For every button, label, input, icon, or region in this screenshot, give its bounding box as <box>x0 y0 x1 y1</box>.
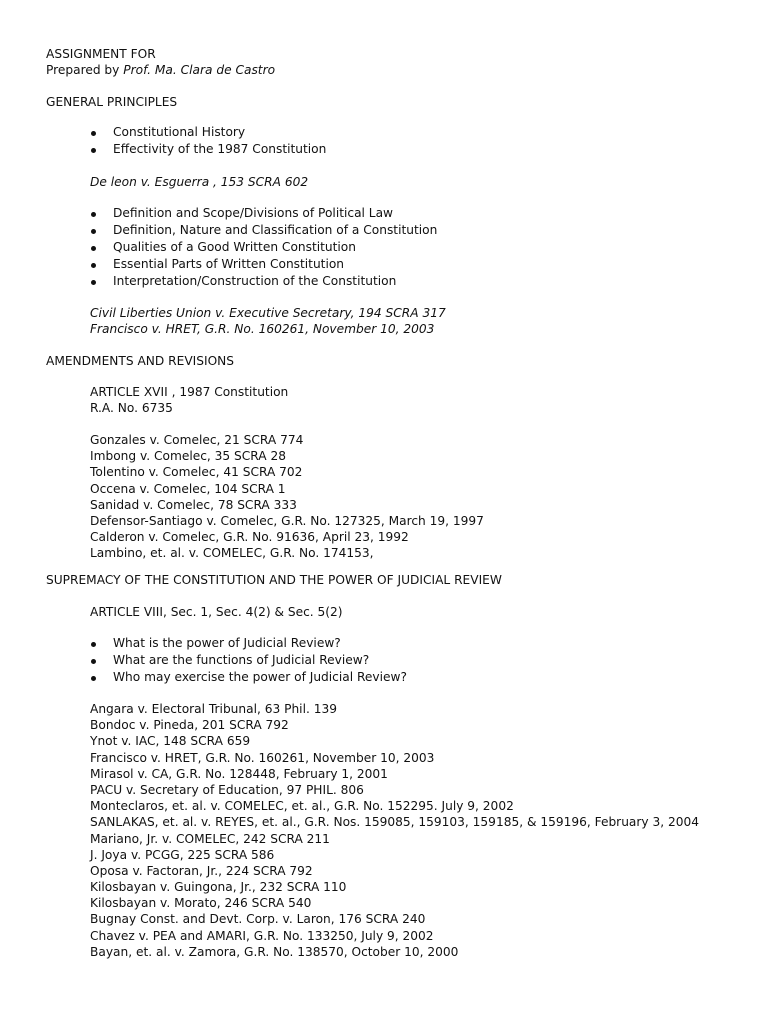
list-item: Interpretation/Construction of the Constitution <box>46 273 728 290</box>
list-item: Essential Parts of Written Constitution <box>46 256 728 273</box>
general-principles-cases-b <box>46 305 728 337</box>
list-item: What are the functions of Judicial Review? <box>46 652 728 669</box>
case-citation: Defensor-Santiago v. Comelec, G.R. No. 127325, March 19, 1997 <box>90 513 484 528</box>
prepared-by-line <box>46 62 728 78</box>
general-principles-case-a <box>46 174 728 190</box>
case-citation: Imbong v. Comelec, 35 SCRA 28 <box>90 449 286 464</box>
judicial-review-questions <box>46 635 728 686</box>
case-citation: Occena v. Comelec, 104 SCRA 1 <box>90 481 286 496</box>
supremacy-heading <box>46 572 728 588</box>
legal-reference: R.A. No. 6735 <box>90 401 173 416</box>
amendments-references <box>46 384 728 416</box>
case-citation: Chavez v. PEA and AMARI, G.R. No. 133250, July 9, 2002 <box>90 928 434 943</box>
list-item: Definition, Nature and Classification of a Constitution <box>46 222 728 239</box>
section-heading: SUPREMACY OF THE CONSTITUTION AND THE POWER OF JUDICIAL REVIEW <box>46 573 502 587</box>
section-heading: AMENDMENTS AND REVISIONS <box>46 354 235 368</box>
amendments-heading <box>46 353 728 369</box>
list-item: Constitutional History <box>46 124 728 141</box>
legal-reference: ARTICLE XVII , 1987 Constitution <box>90 385 289 399</box>
case-citation: De leon v. Esguerra , 153 SCRA 602 <box>90 175 309 189</box>
supremacy-cases <box>46 701 728 960</box>
case-citation: Civil Liberties Union v. Executive Secretary, 194 SCRA 317 <box>90 306 446 320</box>
general-principles-list-b <box>46 205 728 289</box>
case-citation: Tolentino v. Comelec, 41 SCRA 702 <box>90 465 303 480</box>
general-principles-list-a <box>46 124 728 158</box>
case-citation: SANLAKAS, et. al. v. REYES, et. al., G.R. Nos. 159085, 159103, 159185, & 159196, February 3, 2004 <box>90 815 699 830</box>
list-item: What is the power of Judicial Review? <box>46 635 728 652</box>
case-citation: PACU v. Secretary of Education, 97 PHIL. 806 <box>90 782 364 797</box>
assignment-title: ASSIGNMENT FOR <box>46 47 156 61</box>
author-name: Prof. Ma. Clara de Castro <box>123 63 276 78</box>
list-item: Qualities of a Good Written Constitution <box>46 239 728 256</box>
case-citation: Kilosbayan v. Guingona, Jr., 232 SCRA 110 <box>90 880 347 895</box>
supremacy-reference <box>46 604 728 620</box>
list-item: Who may exercise the power of Judicial Review? <box>46 669 728 686</box>
case-citation: Francisco v. HRET, G.R. No. 160261, November 10, 2003 <box>90 322 435 337</box>
case-citation: J. Joya v. PCGG, 225 SCRA 586 <box>90 847 275 862</box>
document-header <box>46 46 728 78</box>
case-citation: Lambino, et. al. v. COMELEC, G.R. No. 174153, <box>90 546 374 561</box>
case-citation: Oposa v. Factoran, Jr., 224 SCRA 792 <box>90 863 313 878</box>
case-citation: Mirasol v. CA, G.R. No. 128448, February 1, 2001 <box>90 766 388 781</box>
legal-reference: ARTICLE VIII, Sec. 1, Sec. 4(2) & Sec. 5(2) <box>90 605 343 619</box>
list-item: Definition and Scope/Divisions of Political Law <box>46 205 728 222</box>
case-citation: Bayan, et. al. v. Zamora, G.R. No. 138570, October 10, 2000 <box>90 944 459 959</box>
case-citation: Gonzales v. Comelec, 21 SCRA 774 <box>90 433 304 447</box>
section-heading: GENERAL PRINCIPLES <box>46 95 178 109</box>
case-citation: Angara v. Electoral Tribunal, 63 Phil. 139 <box>90 702 337 716</box>
general-principles-heading <box>46 94 728 110</box>
case-citation: Sanidad v. Comelec, 78 SCRA 333 <box>90 497 297 512</box>
prepared-by-prefix: Prepared by <box>46 63 124 78</box>
case-citation: Monteclaros, et. al. v. COMELEC, et. al., G.R. No. 152295. July 9, 2002 <box>90 799 514 814</box>
case-citation: Calderon v. Comelec, G.R. No. 91636, April 23, 1992 <box>90 530 409 545</box>
case-citation: Bondoc v. Pineda, 201 SCRA 792 <box>90 718 289 733</box>
case-citation: Ynot v. IAC, 148 SCRA 659 <box>90 734 251 749</box>
case-citation: Bugnay Const. and Devt. Corp. v. Laron, 176 SCRA 240 <box>90 912 426 927</box>
case-citation: Kilosbayan v. Morato, 246 SCRA 540 <box>90 896 312 911</box>
list-item: Effectivity of the 1987 Constitution <box>46 141 728 158</box>
amendments-cases <box>46 432 728 562</box>
case-citation: Francisco v. HRET, G.R. No. 160261, November 10, 2003 <box>90 750 435 765</box>
case-citation: Mariano, Jr. v. COMELEC, 242 SCRA 211 <box>90 831 330 846</box>
